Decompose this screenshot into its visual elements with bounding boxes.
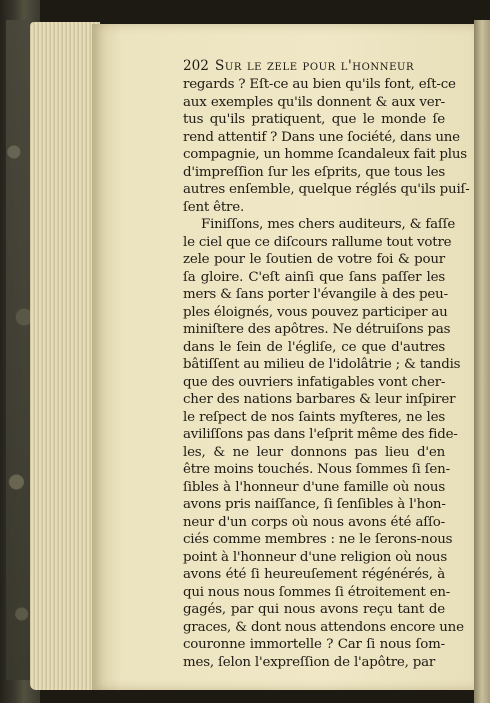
text-line: les, & ne leur donnons pas lieu d'en [183,444,445,460]
text-line: rend attentif ? Dans une ſociété, dans une [183,129,460,145]
text-line: ſibles à l'honneur d'une famille où nous [183,479,445,495]
running-title: Sur le zele pour l'honneur [214,58,415,74]
text-line: graces, & dont nous attendons encore une [183,619,464,635]
body-text [183,76,470,671]
paragraph [183,76,470,216]
text-line: zele pour le ſoutien de votre foi & pour [183,252,445,267]
running-header [183,57,445,76]
text-line: autres enſemble, quelque réglés qu'ils puiſ- [183,182,470,197]
paragraph [183,216,464,671]
text-line: avons été ſi heureuſement régénérés, à [183,567,445,582]
text-line: bâtiſſent au milieu de l'idolâtrie ; & tandis [183,357,461,372]
text-line: Finiſſons, mes chers auditeurs, & faſſe [201,217,456,232]
text-line: ples éloignés, vous pouvez participer au [183,304,448,320]
text-line: tus qu'ils pratiquent, que le monde ſe [183,112,445,127]
text-line: compagnie, un homme ſcandaleux fait plus [183,147,467,162]
text-line: avons pris naiſſance, ſi ſenſibles à l'hon- [183,497,446,512]
text-line: gagés, par qui nous avons reçu tant de [183,602,445,617]
text-line: le ciel que ce diſcours rallume tout votre [183,234,452,250]
page-text [183,57,470,671]
text-line: dans le ſein de l'égliſe, ce que d'autres [183,339,445,355]
text-line: aux exemples qu'ils donnent & aux ver- [183,94,445,110]
text-line: ſa gloire. C'eſt ainſi que ſans paſſer les [183,269,445,285]
page-number: 202 [183,58,209,74]
text-line: miniſtere des apôtres. Ne détruiſons pas [183,322,451,337]
text-line: ſent être. [183,199,245,215]
facing-page-edge [474,20,490,703]
text-line: mers & ſans porter l'évangile à des peu- [183,287,448,302]
marbled-cover-pattern [6,20,32,680]
text-line: point à l'honneur d'une religion où nous [183,549,448,565]
text-line: mes, ſelon l'expreſſion de l'apôtre, par [183,654,436,670]
text-line: regards ? Eſt-ce au bien qu'ils font, eſt-ce [183,77,456,92]
text-line: aviliſſons pas dans l'eſprit même des fide- [183,427,458,442]
text-line: neur d'un corps où nous avons été aſſo- [183,514,445,530]
text-line: qui nous nous ſommes ſi étroitement en- [183,584,451,600]
text-line: couronne immortelle ? Car ſi nous ſom- [183,637,445,652]
page-stack-edges [30,22,100,690]
text-line: que des ouvriers infatigables vont cher- [183,374,446,390]
text-line: cher des nations barbares & leur inſpirer [183,392,456,407]
text-line: d'impreſſion ſur les eſprits, que tous les [183,164,445,180]
text-line: être moins touchés. Nous ſommes ſi ſen- [183,462,450,477]
text-line: ciés comme membres : ne le ſerons-nous [183,532,453,547]
text-line: le reſpect de nos ſaints myſteres, ne les [183,409,445,425]
